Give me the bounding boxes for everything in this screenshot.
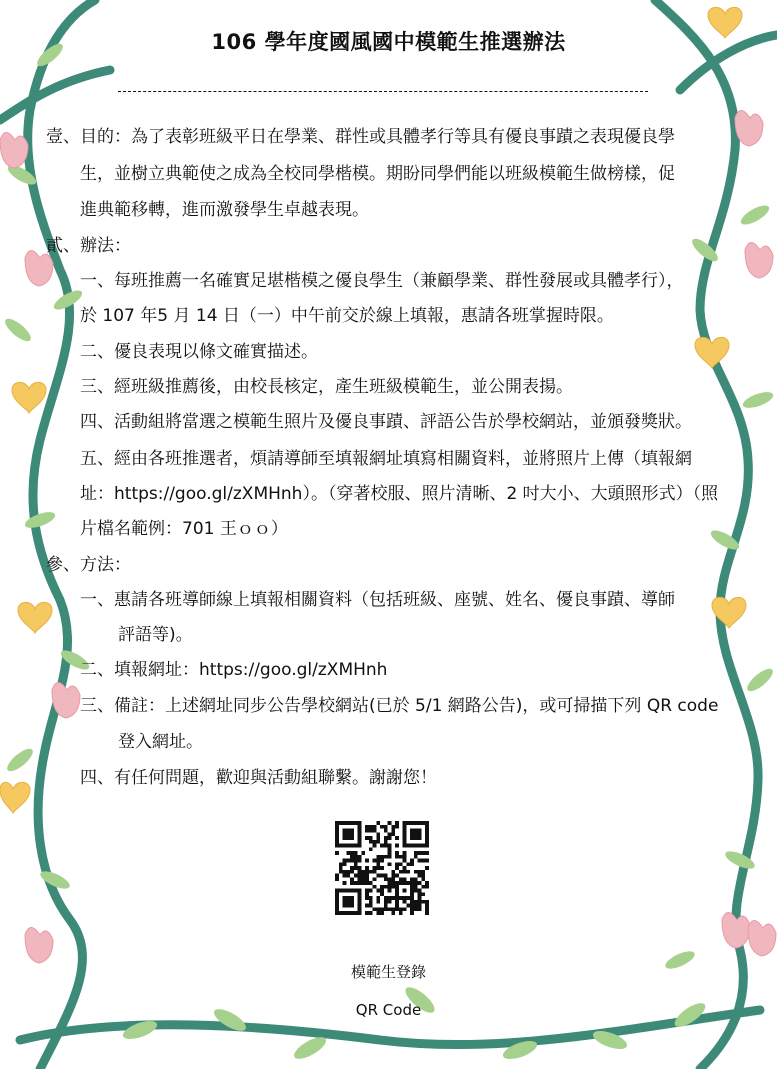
method-item-3-cont: 登入網址。 (118, 732, 203, 752)
method-item-3: 三、備註：上述網址同步公告學校網站(已於 5/1 網路公告)，或可掃描下列 QR code (80, 696, 719, 716)
procedure-item-3: 三、經班級推薦後，由校長核定，產生班級模範生，並公開表揚。 (80, 377, 573, 397)
qr-label-code: QR Code (355, 1001, 422, 1019)
section-purpose-line2: 生，並樹立典範使之成為全校同學楷模。期盼同學們能以班級模範生做榜樣，促 (80, 164, 675, 184)
method-item-4: 四、有任何問題，歡迎與活動組聯繫。謝謝您！ (80, 768, 437, 788)
procedure-item-5-cont1: 址：https://goo.gl/zXMHnh）。（穿著校服、照片清晰、2 吋大小、大頭照形式）（照 (80, 484, 719, 504)
procedure-item-1-cont: 於 107 年5 月 14 日（一）中午前交於線上填報，惠請各班掌握時限。 (80, 306, 614, 326)
section-purpose-heading: 壹、目的：為了表彰班級平日在學業、群性或具體孝行等具有優良事蹟之表現優良學 (46, 127, 675, 147)
method-item-1-cont: 評語等)。 (118, 625, 193, 645)
section-method-heading: 參、方法： (46, 555, 131, 575)
method-item-1: 一、惠請各班導師線上填報相關資料（包括班級、座號、姓名、優良事蹟、導師 (80, 590, 675, 610)
section-purpose-line3: 進典範移轉，進而激發學生卓越表現。 (80, 200, 369, 220)
title-divider (118, 91, 648, 92)
qr-code[interactable] (335, 818, 429, 918)
section-procedure-heading: 貳、辦法： (46, 236, 131, 256)
method-item-2: 二、填報網址：https://goo.gl/zXMHnh (80, 660, 388, 680)
procedure-item-4: 四、活動組將當選之模範生照片及優良事蹟、評語公告於學校網站，並頒發獎狀。 (80, 412, 692, 432)
qr-label-title: 模範生登錄 (350, 963, 426, 981)
procedure-item-5-cont2: 片檔名範例：701 王ｏｏ） (80, 519, 288, 539)
document-title: 106 學年度國風國中模範生推選辦法 (211, 30, 566, 54)
procedure-item-1: 一、每班推薦一名確實足堪楷模之優良學生（兼顧學業、群性發展或具體孝行）， (80, 271, 684, 291)
procedure-item-2: 二、優良表現以條文確實描述。 (80, 342, 318, 362)
procedure-item-5: 五、經由各班推選者，煩請導師至填報網址填寫相關資料，並將照片上傳（填報網 (80, 449, 692, 469)
